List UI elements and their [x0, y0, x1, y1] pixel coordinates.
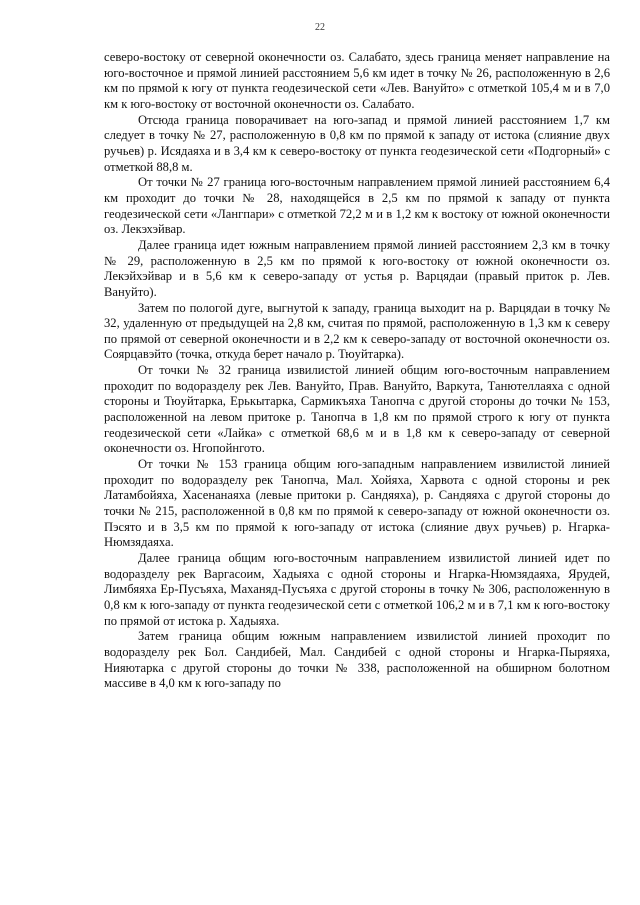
document-body	[104, 50, 610, 692]
page-number: 22	[315, 22, 325, 33]
paragraph-2: Отсюда граница поворачивает на юго-запад и прямой линией расстоянием 1,7 км следует в точку № 27, расположенную в 0,8 км по прямой к западу от истока (слияние двух ручьев) р. Исядаяха и в 3,4 км к северо-востоку от пункта геодезической сети «Подгорный» с отметкой 88,8 м.	[104, 112, 610, 174]
paragraph-6: От точки № 32 граница извилистой линией общим юго-восточным направлением проходит по водоразделу рек Лев. Вануйто, Прав. Вануйто, Варкута, Танютеллаяха с одной стороны и Тюуйтарка, Ерькытарка, Сармикъяха Танопча с другой стороны до точки № 153, расположенной на левом притоке р. Танопча в 1,8 км по прямой строго к югу от пункта геодезической сети «Лайка» с отметкой 68,6 м и в 1,8 км к северо-западу от северной оконечности оз. Нгопойнгото.	[104, 363, 610, 456]
paragraph-5: Затем по пологой дуге, выгнутой к западу, граница выходит на р. Варцядаи в точку № 32, удаленную от предыдущей на 2,8 км, считая по прямой, расположенную в 1,3 км к северу по прямой от северной оконечности и в 2,2 км к северо-западу от восточной оконечности оз. Соярцавэйто (точка, откуда берет начало р. Тюуйтарка).	[104, 300, 610, 362]
paragraph-4: Далее граница идет южным направлением прямой линией расстоянием 2,3 км в точку № 29, расположенную в 2,5 км по прямой к юго-востоку от южной оконечности оз. Лекэйхэйвар и в 5,6 км к северо-западу от устья р. Варцядаи (правый приток р. Лев. Вануйто).	[104, 237, 610, 299]
paragraph-9: Затем граница общим южным направлением извилистой линией проходит по водоразделу рек Бол. Сандибей, Мал. Сандибей с одной стороны и Нгарка-Пыряяха, Нияютарка с другой стороны до точки № 338, расположенной на обширном болотном массиве в 4,0 км к юго-западу по	[104, 629, 610, 691]
paragraph-7: От точки № 153 граница общим юго-западным направлением извилистой линией проходит по водоразделу рек Танопча, Мал. Хойяха, Харвота с одной стороны и рек Латамбойяха, Хасенанаяха (левые притоки р. Сандяяха), р. Сандяяха с другой стороны до точки № 215, расположенной в 0,8 км по прямой к северо-западу от южной оконечности оз. Пэсято и в 3,5 км по прямой к юго-западу от истока (слияние двух ручьев) р. Нгарка-Нюмзядаяха.	[104, 457, 610, 550]
paragraph-8: Далее граница общим юго-восточным направлением извилистой линией идет по водоразделу рек Варгасоим, Хадыяха с одной стороны и Нгарка-Нюмзядаяха, Ярудей, Лимбяяха Ер-Пусъяха, Маханяд-Пусъяха с другой стороны в точку № 306, расположенную в 0,8 км к юго-западу от пункта геодезической сети с отметкой 106,2 м и в 7,1 км к юго-востоку по прямой от истока р. Хадыяха.	[104, 551, 610, 628]
paragraph-3: От точки № 27 граница юго-восточным направлением прямой линией расстоянием 6,4 км проходит до точки № 28, находящейся в 2,5 км по прямой к западу от пункта геодезической сети «Лангпари» с отметкой 72,2 м и в 1,2 км к востоку от южной оконечности оз. Лекэхэйвар.	[104, 175, 610, 237]
paragraph-1: северо-востоку от северной оконечности оз. Салабато, здесь граница меняет направление на юго-восточное и прямой линией расстоянием 5,6 км идет в точку № 26, расположенную в 2,6 км по прямой к югу от пункта геодезической сети «Лев. Вануйто» с отметкой 105,4 м и в 7,0 км к юго-востоку от восточной оконечности оз. Салабато.	[104, 50, 610, 111]
